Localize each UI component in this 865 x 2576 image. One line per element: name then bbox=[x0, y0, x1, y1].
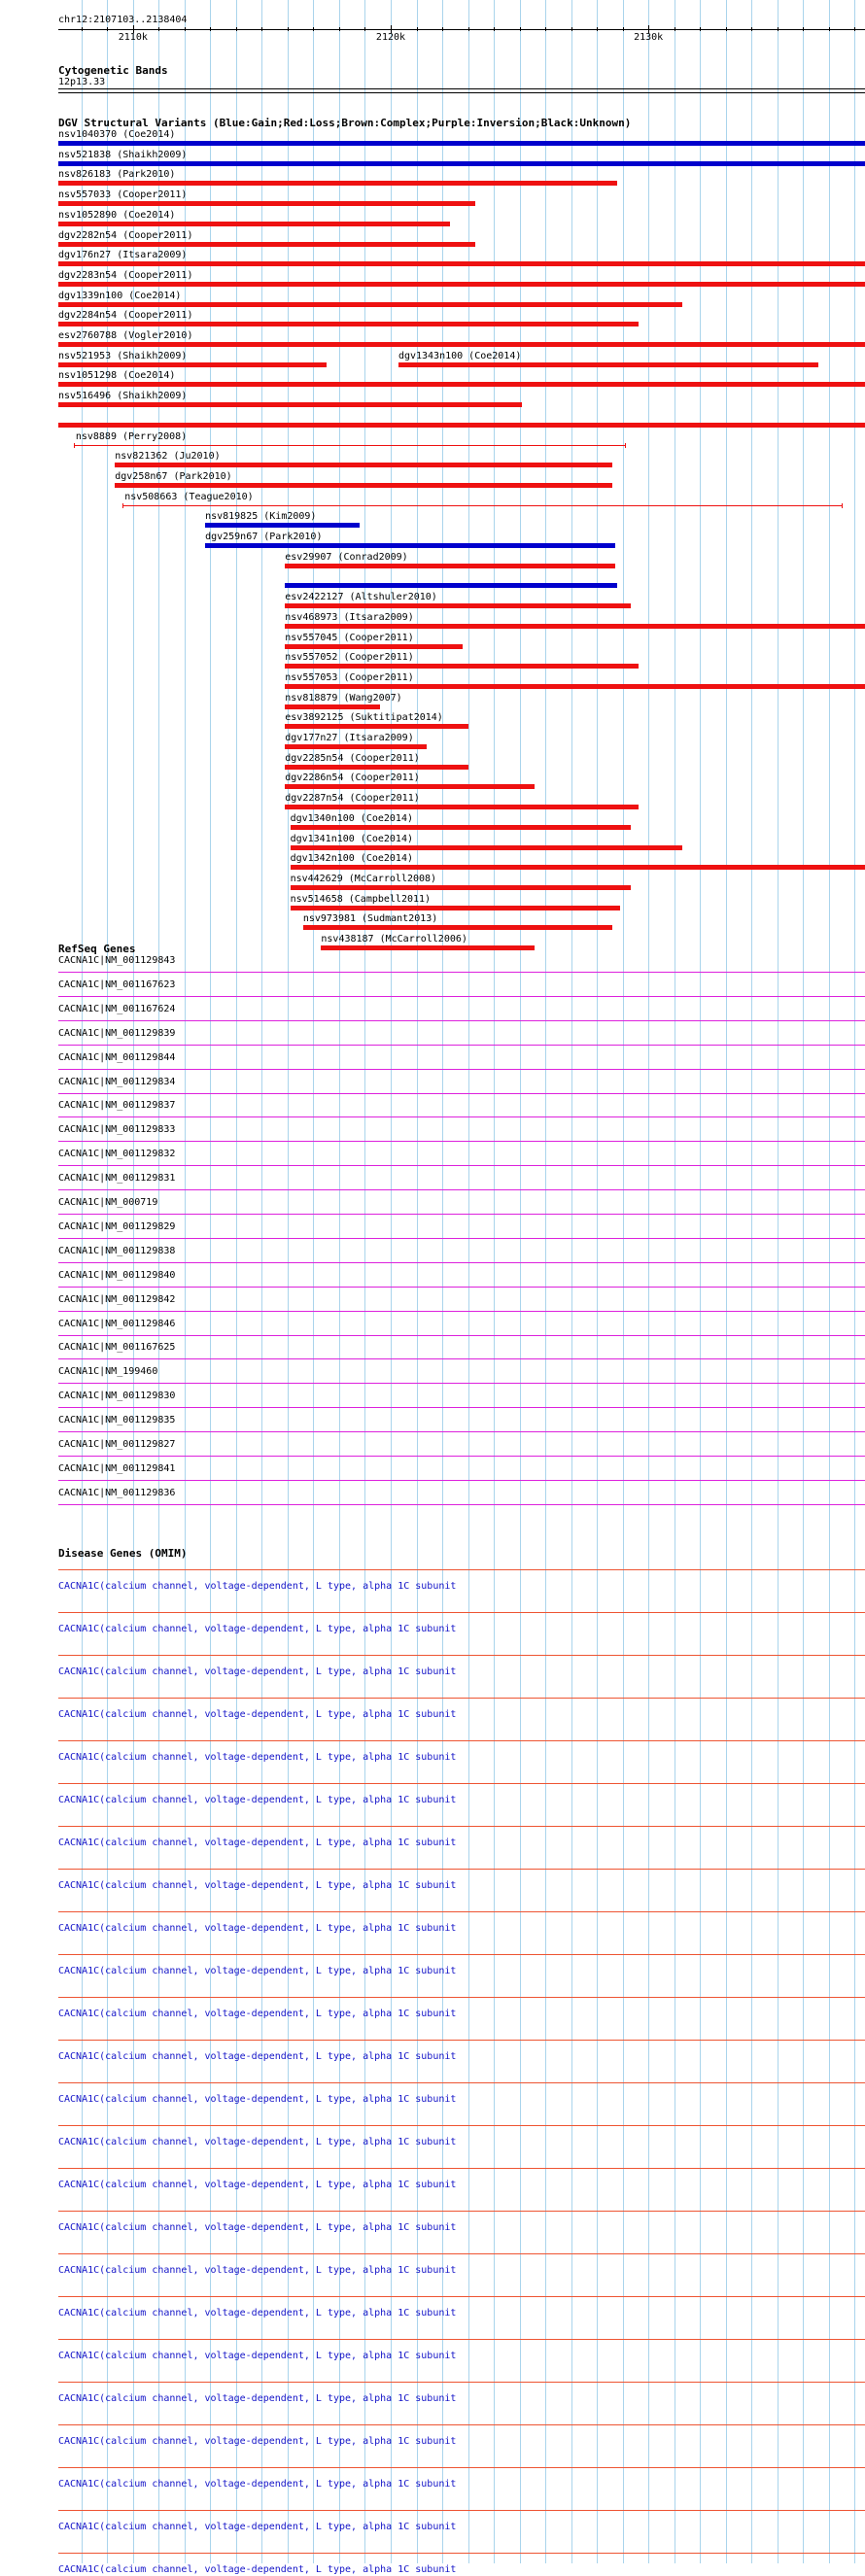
ruler-minor-tick bbox=[107, 27, 108, 31]
omim-entry-link[interactable]: CACNA1C(calcium channel, voltage-dependent, L type, alpha 1C subunit bbox=[58, 2522, 457, 2532]
ruler-tick-label: 2110k bbox=[118, 32, 148, 43]
variant-label[interactable]: dgv2282n54 (Cooper2011) bbox=[58, 229, 193, 241]
omim-entry-link[interactable]: CACNA1C(calcium channel, voltage-dependent, L type, alpha 1C subunit bbox=[58, 1880, 457, 1891]
variant-bar[interactable] bbox=[285, 564, 614, 568]
refseq-gene-label[interactable]: CACNA1C|NM_000719 bbox=[58, 1197, 158, 1208]
refseq-gene-label[interactable]: CACNA1C|NM_001129842 bbox=[58, 1293, 176, 1305]
omim-entry-link[interactable]: CACNA1C(calcium channel, voltage-dependent, L type, alpha 1C subunit bbox=[58, 2479, 457, 2490]
refseq-gene-line[interactable] bbox=[58, 1480, 865, 1481]
omim-entry-link[interactable]: CACNA1C(calcium channel, voltage-dependent, L type, alpha 1C subunit bbox=[58, 1923, 457, 1934]
ruler-tick-label: 2120k bbox=[375, 32, 406, 43]
refseq-gene-line[interactable] bbox=[58, 1504, 865, 1505]
omim-gene-line bbox=[58, 2211, 865, 2212]
variant-bar[interactable] bbox=[285, 644, 463, 649]
refseq-gene-label[interactable]: CACNA1C|NM_001129844 bbox=[58, 1051, 176, 1063]
variant-label[interactable]: esv29907 (Conrad2009) bbox=[285, 551, 408, 563]
variant-label[interactable]: dgv1342n100 (Coe2014) bbox=[290, 853, 413, 865]
ruler-minor-tick bbox=[623, 27, 624, 31]
refseq-gene-label[interactable]: CACNA1C|NM_001129839 bbox=[58, 1027, 176, 1039]
omim-gene-line bbox=[58, 1826, 865, 1827]
refseq-gene-label[interactable]: CACNA1C|NM_001129836 bbox=[58, 1487, 176, 1498]
refseq-gene-label[interactable]: CACNA1C|NM_001167625 bbox=[58, 1342, 176, 1354]
variant-bar[interactable] bbox=[303, 925, 612, 930]
variant-label[interactable]: dgv1339n100 (Coe2014) bbox=[58, 290, 182, 301]
ruler-minor-tick bbox=[288, 27, 289, 31]
variant-label[interactable]: dgv176n27 (Itsara2009) bbox=[58, 250, 188, 261]
variant-bar[interactable] bbox=[58, 382, 865, 387]
refseq-gene-label[interactable]: CACNA1C|NM_001129837 bbox=[58, 1100, 176, 1112]
omim-gene-line bbox=[58, 1698, 865, 1699]
variant-bar[interactable] bbox=[58, 161, 865, 166]
variant-bar[interactable] bbox=[285, 684, 865, 689]
variant-label[interactable]: nsv514658 (Campbell2011) bbox=[290, 893, 432, 905]
omim-entry-link[interactable]: CACNA1C(calcium channel, voltage-dependent, L type, alpha 1C subunit bbox=[58, 2564, 457, 2575]
ruler-minor-tick bbox=[520, 27, 521, 31]
variant-label[interactable]: nsv521953 (Shaikh2009) bbox=[58, 350, 188, 361]
ruler-minor-tick bbox=[364, 27, 365, 31]
variant-label[interactable]: nsv1051298 (Coe2014) bbox=[58, 370, 176, 382]
omim-gene-line bbox=[58, 2467, 865, 2468]
variant-label[interactable]: nsv438187 (McCarroll2006) bbox=[321, 934, 467, 945]
omim-entry-link[interactable]: CACNA1C(calcium channel, voltage-dependent, L type, alpha 1C subunit bbox=[58, 1838, 457, 1848]
variant-label[interactable]: nsv508663 (Teague2010) bbox=[124, 491, 254, 502]
omim-entry-link[interactable]: CACNA1C(calcium channel, voltage-dependent, L type, alpha 1C subunit bbox=[58, 1624, 457, 1634]
refseq-gene-label[interactable]: CACNA1C|NM_001129843 bbox=[58, 955, 176, 966]
variant-bar[interactable] bbox=[291, 885, 631, 890]
variant-label[interactable]: dgv1343n100 (Coe2014) bbox=[398, 350, 522, 361]
refseq-gene-line[interactable] bbox=[58, 1287, 865, 1288]
ruler-minor-tick bbox=[236, 27, 237, 31]
variant-label[interactable]: dgv2285n54 (Cooper2011) bbox=[285, 752, 420, 764]
ruler-minor-tick bbox=[417, 27, 418, 31]
variant-bar[interactable] bbox=[58, 222, 450, 226]
omim-entry-link[interactable]: CACNA1C(calcium channel, voltage-dependent, L type, alpha 1C subunit bbox=[58, 2137, 457, 2147]
refseq-gene-line[interactable] bbox=[58, 1020, 865, 1021]
variant-bar[interactable] bbox=[122, 505, 842, 506]
omim-entry-link[interactable]: CACNA1C(calcium channel, voltage-dependent, L type, alpha 1C subunit bbox=[58, 2009, 457, 2019]
ruler-minor-tick bbox=[261, 27, 262, 31]
variant-label[interactable]: dgv177n27 (Itsara2009) bbox=[285, 733, 414, 743]
variant-bar[interactable] bbox=[285, 664, 638, 669]
refseq-gene-line[interactable] bbox=[58, 1189, 865, 1190]
variant-label[interactable]: nsv821362 (Ju2010) bbox=[115, 451, 221, 463]
variant-bar[interactable] bbox=[58, 201, 475, 206]
variant-label[interactable]: esv3892125 (Suktitipat2014) bbox=[285, 712, 443, 724]
variant-bar[interactable] bbox=[58, 181, 617, 186]
refseq-gene-label[interactable]: CACNA1C|NM_001129838 bbox=[58, 1245, 176, 1256]
variant-bar[interactable] bbox=[58, 242, 475, 247]
omim-gene-line bbox=[58, 1997, 865, 1998]
variant-bar[interactable] bbox=[58, 342, 865, 347]
variant-label[interactable]: dgv259n67 (Park2010) bbox=[205, 532, 323, 542]
refseq-gene-line[interactable] bbox=[58, 972, 865, 973]
variant-bar[interactable] bbox=[398, 362, 818, 367]
refseq-gene-label[interactable]: CACNA1C|NM_001129846 bbox=[58, 1318, 176, 1329]
omim-gene-line bbox=[58, 2339, 865, 2340]
variant-bar[interactable] bbox=[58, 141, 865, 146]
variant-bar[interactable] bbox=[58, 302, 682, 307]
variant-bar[interactable] bbox=[58, 423, 865, 428]
variant-bar[interactable] bbox=[285, 744, 427, 749]
omim-gene-line bbox=[58, 2296, 865, 2297]
variant-label[interactable]: nsv819825 (Kim2009) bbox=[205, 511, 317, 523]
ruler-minor-tick bbox=[82, 27, 83, 31]
ruler-minor-tick bbox=[339, 27, 340, 31]
variant-bar[interactable] bbox=[205, 543, 615, 548]
omim-gene-line bbox=[58, 1569, 865, 1570]
ruler-minor-tick bbox=[597, 27, 598, 31]
omim-gene-line bbox=[58, 1612, 865, 1613]
variant-label[interactable]: nsv557052 (Cooper2011) bbox=[285, 652, 414, 664]
variant-bar[interactable] bbox=[285, 603, 630, 608]
refseq-gene-label[interactable]: CACNA1C|NM_001129827 bbox=[58, 1439, 176, 1450]
omim-entry-link[interactable]: CACNA1C(calcium channel, voltage-dependent, L type, alpha 1C subunit bbox=[58, 2393, 457, 2404]
refseq-gene-line[interactable] bbox=[58, 1069, 865, 1070]
variant-bar[interactable] bbox=[58, 282, 865, 287]
omim-entry-link[interactable]: CACNA1C(calcium channel, voltage-dependent, L type, alpha 1C subunit bbox=[58, 2436, 457, 2447]
variant-bar[interactable] bbox=[285, 765, 467, 770]
omim-gene-line bbox=[58, 2040, 865, 2041]
variant-bar[interactable] bbox=[285, 704, 380, 709]
variant-label[interactable]: dgv2284n54 (Cooper2011) bbox=[58, 310, 193, 322]
omim-entry-link[interactable]: CACNA1C(calcium channel, voltage-dependent, L type, alpha 1C subunit bbox=[58, 2180, 457, 2190]
ruler-minor-tick bbox=[185, 27, 186, 31]
refseq-gene-line[interactable] bbox=[58, 1238, 865, 1239]
refseq-gene-line[interactable] bbox=[58, 996, 865, 997]
variant-label[interactable]: nsv1040370 (Coe2014) bbox=[58, 129, 176, 140]
refseq-gene-label[interactable]: CACNA1C|NM_001129830 bbox=[58, 1391, 176, 1402]
refseq-gene-line[interactable] bbox=[58, 1093, 865, 1094]
variant-bar[interactable] bbox=[115, 483, 612, 488]
omim-entry-link[interactable]: CACNA1C(calcium channel, voltage-dependent, L type, alpha 1C subunit bbox=[58, 2351, 457, 2361]
variant-label[interactable]: dgv258n67 (Park2010) bbox=[115, 470, 232, 482]
ruler-minor-tick bbox=[442, 27, 443, 31]
omim-gene-line bbox=[58, 1783, 865, 1784]
variant-label[interactable]: nsv818879 (Wang2007) bbox=[285, 692, 402, 704]
variant-label[interactable]: esv2760788 (Vogler2010) bbox=[58, 330, 193, 341]
variant-end-cap bbox=[842, 503, 843, 508]
ruler-minor-tick bbox=[210, 27, 211, 31]
refseq-gene-line[interactable] bbox=[58, 1407, 865, 1408]
omim-entry-link[interactable]: CACNA1C(calcium channel, voltage-dependent, L type, alpha 1C subunit bbox=[58, 1966, 457, 1976]
variant-bar[interactable] bbox=[291, 906, 620, 910]
ruler-axis-line bbox=[58, 29, 865, 30]
refseq-gene-line[interactable] bbox=[58, 1358, 865, 1359]
dgv-title: DGV Structural Variants (Blue:Gain;Red:Loss;Brown:Complex;Purple:Inversion;Black:Unknown) bbox=[58, 117, 632, 129]
omim-gene-line bbox=[58, 1655, 865, 1656]
variant-label[interactable]: dgv2286n54 (Cooper2011) bbox=[285, 773, 420, 784]
variant-bar[interactable] bbox=[291, 865, 865, 870]
refseq-gene-line[interactable] bbox=[58, 1383, 865, 1384]
refseq-gene-line[interactable] bbox=[58, 1116, 865, 1117]
cytoband-track-bottom bbox=[58, 92, 865, 93]
refseq-gene-line[interactable] bbox=[58, 1311, 865, 1312]
refseq-gene-line[interactable] bbox=[58, 1141, 865, 1142]
ruler-minor-tick bbox=[700, 27, 701, 31]
variant-bar[interactable] bbox=[291, 845, 682, 850]
ruler-minor-tick bbox=[854, 27, 855, 31]
refseq-gene-line[interactable] bbox=[58, 1335, 865, 1336]
variant-bar[interactable] bbox=[58, 322, 639, 326]
variant-bar[interactable] bbox=[285, 805, 638, 809]
variant-label[interactable]: nsv468973 (Itsara2009) bbox=[285, 611, 414, 623]
variant-label[interactable]: nsv1052890 (Coe2014) bbox=[58, 209, 176, 221]
refseq-gene-label[interactable]: CACNA1C|NM_001129841 bbox=[58, 1462, 176, 1474]
omim-gene-line bbox=[58, 1869, 865, 1870]
omim-entry-link[interactable]: CACNA1C(calcium channel, voltage-dependent, L type, alpha 1C subunit bbox=[58, 1581, 457, 1592]
omim-gene-line bbox=[58, 2125, 865, 2126]
variant-label[interactable]: nsv8889 (Perry2008) bbox=[75, 430, 188, 442]
refseq-gene-label[interactable]: CACNA1C|NM_001129831 bbox=[58, 1173, 176, 1185]
refseq-gene-label[interactable]: CACNA1C|NM_001129835 bbox=[58, 1415, 176, 1426]
variant-label[interactable]: nsv557033 (Cooper2011) bbox=[58, 189, 188, 201]
variant-bar[interactable] bbox=[58, 362, 327, 367]
refseq-gene-line[interactable] bbox=[58, 1165, 865, 1166]
omim-gene-line bbox=[58, 1911, 865, 1912]
variant-label[interactable]: nsv516496 (Shaikh2009) bbox=[58, 391, 188, 402]
variant-bar[interactable] bbox=[115, 463, 612, 467]
refseq-title: RefSeq Genes bbox=[58, 943, 136, 955]
ruler-tick-label: 2130k bbox=[634, 32, 664, 43]
omim-gene-line bbox=[58, 1954, 865, 1955]
refseq-gene-label[interactable]: CACNA1C|NM_001129829 bbox=[58, 1220, 176, 1232]
cytoband-title: Cytogenetic Bands bbox=[58, 64, 168, 77]
variant-bar[interactable] bbox=[205, 523, 360, 528]
ruler-minor-tick bbox=[158, 27, 159, 31]
ruler-minor-tick bbox=[829, 27, 830, 31]
variant-label[interactable]: nsv557045 (Cooper2011) bbox=[285, 632, 414, 643]
omim-gene-line bbox=[58, 2553, 865, 2554]
variant-bar[interactable] bbox=[291, 825, 631, 830]
omim-gene-line bbox=[58, 1740, 865, 1741]
variant-bar[interactable] bbox=[285, 583, 617, 588]
variant-label[interactable]: dgv2287n54 (Cooper2011) bbox=[285, 793, 420, 805]
variant-label[interactable]: nsv521838 (Shaikh2009) bbox=[58, 149, 188, 160]
refseq-gene-line[interactable] bbox=[58, 1214, 865, 1215]
refseq-gene-label[interactable]: CACNA1C|NM_001167623 bbox=[58, 979, 176, 990]
omim-gene-line bbox=[58, 2168, 865, 2169]
variant-label[interactable]: nsv826183 (Park2010) bbox=[58, 169, 176, 181]
omim-gene-line bbox=[58, 2382, 865, 2383]
omim-entry-link[interactable]: CACNA1C(calcium channel, voltage-dependent, L type, alpha 1C subunit bbox=[58, 2051, 457, 2062]
refseq-gene-line[interactable] bbox=[58, 1262, 865, 1263]
omim-gene-line bbox=[58, 2253, 865, 2254]
refseq-gene-label[interactable]: CACNA1C|NM_001129833 bbox=[58, 1124, 176, 1136]
variant-label[interactable]: esv2422127 (Altshuler2010) bbox=[285, 592, 437, 603]
omim-entry-link[interactable]: CACNA1C(calcium channel, voltage-dependent, L type, alpha 1C subunit bbox=[58, 1795, 457, 1805]
ruler-minor-tick bbox=[726, 27, 727, 31]
variant-bar[interactable] bbox=[285, 624, 865, 629]
omim-entry-link[interactable]: CACNA1C(calcium channel, voltage-dependent, L type, alpha 1C subunit bbox=[58, 1709, 457, 1720]
refseq-gene-label[interactable]: CACNA1C|NM_001129832 bbox=[58, 1149, 176, 1160]
omim-entry-link[interactable]: CACNA1C(calcium channel, voltage-dependent, L type, alpha 1C subunit bbox=[58, 2222, 457, 2233]
refseq-gene-label[interactable]: CACNA1C|NM_001129840 bbox=[58, 1269, 176, 1281]
ruler-minor-tick bbox=[545, 27, 546, 31]
variant-label[interactable]: dgv1341n100 (Coe2014) bbox=[290, 833, 413, 844]
variant-bar[interactable] bbox=[58, 261, 865, 266]
refseq-gene-label[interactable]: CACNA1C|NM_001167624 bbox=[58, 1003, 176, 1014]
variant-label[interactable]: nsv973981 (Sudmant2013) bbox=[302, 913, 438, 925]
omim-gene-line bbox=[58, 2510, 865, 2511]
refseq-gene-line[interactable] bbox=[58, 1456, 865, 1457]
omim-title: Disease Genes (OMIM) bbox=[58, 1547, 188, 1560]
variant-label[interactable]: nsv557053 (Cooper2011) bbox=[285, 671, 414, 683]
variant-end-cap bbox=[122, 503, 123, 508]
omim-entry-link[interactable]: CACNA1C(calcium channel, voltage-dependent, L type, alpha 1C subunit bbox=[58, 2308, 457, 2318]
variant-end-cap bbox=[74, 443, 75, 448]
variant-bar[interactable] bbox=[74, 445, 625, 446]
ruler-minor-tick bbox=[468, 27, 469, 31]
omim-gene-line bbox=[58, 2082, 865, 2083]
ruler-minor-tick bbox=[494, 27, 495, 31]
refseq-gene-label[interactable]: CACNA1C|NM_001129834 bbox=[58, 1076, 176, 1087]
refseq-gene-label[interactable]: CACNA1C|NM_199460 bbox=[58, 1366, 158, 1378]
variant-label[interactable]: dgv2283n54 (Cooper2011) bbox=[58, 269, 193, 281]
variant-bar[interactable] bbox=[285, 784, 535, 789]
variant-bar[interactable] bbox=[285, 724, 467, 729]
omim-entry-link[interactable]: CACNA1C(calcium channel, voltage-dependent, L type, alpha 1C subunit bbox=[58, 2265, 457, 2276]
omim-entry-link[interactable]: CACNA1C(calcium channel, voltage-dependent, L type, alpha 1C subunit bbox=[58, 1666, 457, 1677]
variant-end-cap bbox=[625, 443, 626, 448]
cytoband-track-top bbox=[58, 88, 865, 89]
refseq-gene-line[interactable] bbox=[58, 1045, 865, 1046]
ruler-minor-tick bbox=[803, 27, 804, 31]
cytoband-name: 12p13.33 bbox=[58, 77, 106, 87]
variant-bar[interactable] bbox=[321, 945, 535, 950]
omim-entry-link[interactable]: CACNA1C(calcium channel, voltage-dependent, L type, alpha 1C subunit bbox=[58, 2094, 457, 2105]
variant-bar[interactable] bbox=[58, 402, 522, 407]
variant-label[interactable]: dgv1340n100 (Coe2014) bbox=[290, 812, 413, 824]
variant-label[interactable]: nsv442629 (McCarroll2008) bbox=[290, 873, 437, 884]
ruler-minor-tick bbox=[571, 27, 572, 31]
region-label: chr12:2107103..2138404 bbox=[58, 15, 188, 25]
refseq-gene-line[interactable] bbox=[58, 1431, 865, 1432]
omim-entry-link[interactable]: CACNA1C(calcium channel, voltage-dependent, L type, alpha 1C subunit bbox=[58, 1752, 457, 1763]
ruler-minor-tick bbox=[751, 27, 752, 31]
ruler-minor-tick bbox=[313, 27, 314, 31]
omim-gene-line bbox=[58, 2424, 865, 2425]
